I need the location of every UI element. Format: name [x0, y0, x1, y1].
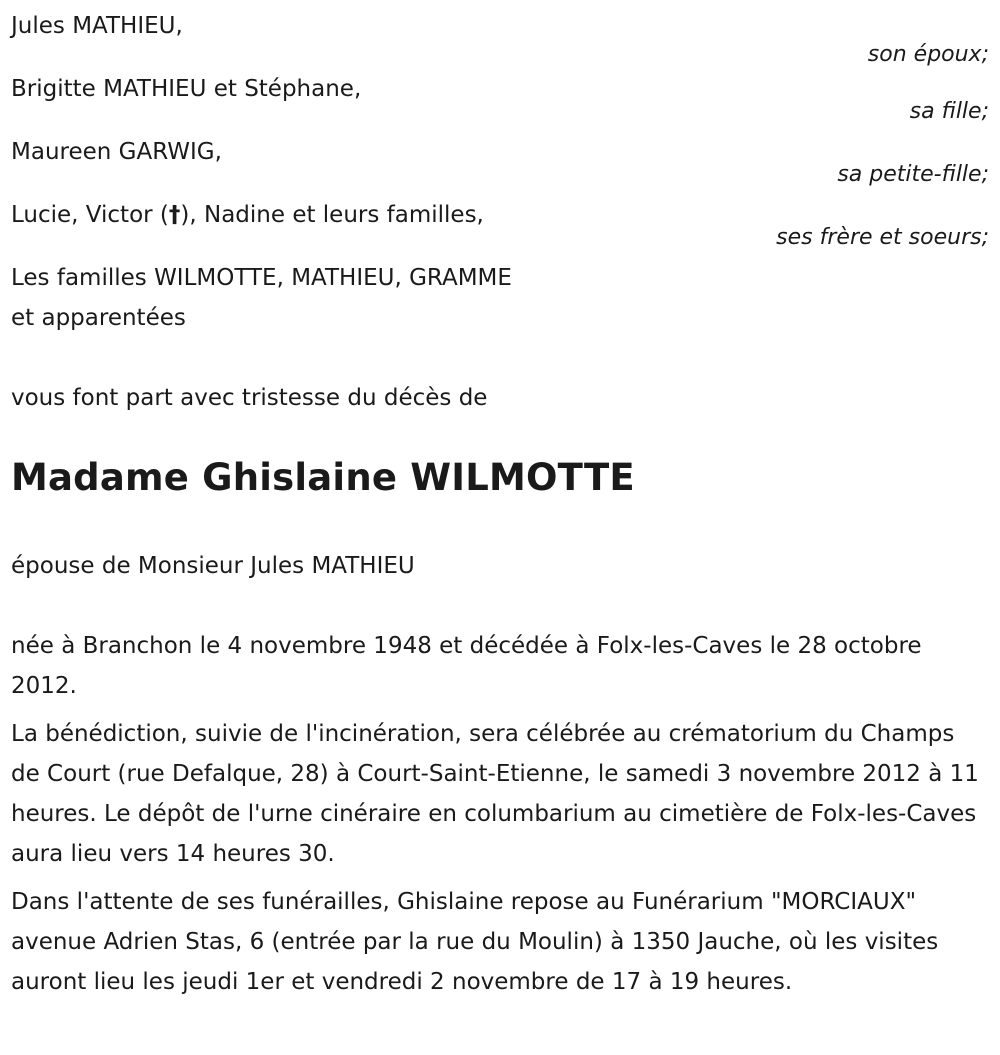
siblings-text-after: ), Nadine et leurs familles,	[180, 202, 484, 228]
family-row-daughter	[11, 69, 989, 139]
extended-family-line: Les familles WILMOTTE, MATHIEU, GRAMME	[11, 265, 512, 291]
family-row-granddaughter	[11, 132, 989, 202]
cross-icon: †	[168, 202, 181, 228]
family-member-name: Brigitte MATHIEU et Stéphane,	[11, 76, 362, 102]
extended-family-line: et apparentées	[11, 305, 186, 331]
ceremony-paragraph: La bénédiction, suivie de l'incinération, sera célébrée au crématorium du Champs de Court (rue Defalque, 28) à Court-Saint-Etienne, le samedi 3 novembre 2012 à 11 heures. Le dépôt de l'urne cinéraire en columbarium au cimetière de Folx-les-Caves aura lieu vers 14 heures 30.	[11, 721, 979, 867]
obituary-notice	[11, 0, 989, 1055]
birth-death-paragraph: née à Branchon le 4 novembre 1948 et décédée à Folx-les-Caves le 28 octobre 2012.	[11, 633, 922, 699]
visits-paragraph: Dans l'attente de ses funérailles, Ghislaine repose au Funérarium "MORCIAUX" avenue Adrien Stas, 6 (entrée par la rue du Moulin) à 1350 Jauche, où les visites auront lieu les jeudi 1er et vendredi 2 novembre de 17 à 19 heures.	[11, 889, 939, 995]
family-member-role: sa petite-fille;	[837, 162, 989, 187]
family-member-name: Maureen GARWIG,	[11, 139, 222, 165]
family-row-siblings	[11, 195, 989, 265]
family-member-role: ses frère et soeurs;	[776, 225, 989, 250]
family-row-spouse	[11, 6, 989, 76]
announcement-text: vous font part avec tristesse du décès de	[11, 385, 488, 411]
details-block	[11, 626, 989, 1002]
spouse-line: épouse de Monsieur Jules MATHIEU	[11, 553, 415, 579]
extended-family	[11, 258, 989, 338]
family-member-name	[11, 195, 484, 235]
deceased-name-heading: Madame Ghislaine WILMOTTE	[11, 456, 635, 499]
family-member-name: Jules MATHIEU,	[11, 13, 183, 39]
family-member-role: sa fille;	[909, 99, 989, 124]
family-member-role: son époux;	[867, 42, 989, 67]
siblings-text-before: Lucie, Victor (	[11, 202, 169, 228]
